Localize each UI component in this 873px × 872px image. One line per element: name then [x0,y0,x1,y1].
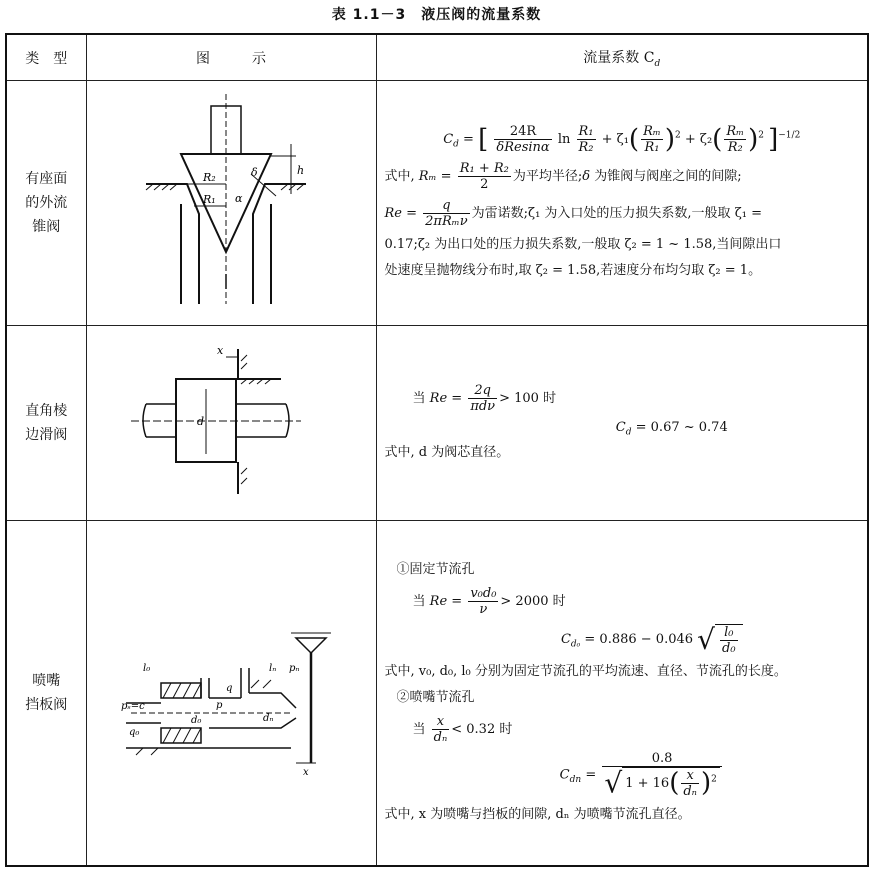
svg-text:l₀: l₀ [143,663,151,675]
header-row [6,34,868,81]
svg-text:x: x [303,767,309,779]
svg-text:α: α [235,191,243,205]
svg-text:pₙ: pₙ [289,663,300,675]
table-row [6,521,868,866]
svg-text:R₂: R₂ [203,170,216,184]
table-row [6,81,868,326]
nozzle-flapper-diagram [91,523,371,858]
spool-valve-description: 当 Re = $\frac{2q}{\text{πdν}}$ > 100 时 $C_d = 0.67$ ~ 0.74 式中, d 为阀芯直径。 [376,326,868,521]
type-cell: 喷嘴 挡板阀 [6,521,86,866]
header-coef: 流量系数 $C_d$ [376,34,868,81]
svg-text:q: q [226,683,233,695]
svg-text:x: x [217,343,224,357]
svg-text:h: h [297,163,305,177]
nozzle-flapper-figure [86,521,376,866]
svg-text:d₀: d₀ [191,715,202,727]
poppet-valve-diagram [91,84,371,319]
type-cell: 有座面 的外流 锥阀 [6,81,86,326]
header-figure: 图 示 [86,34,376,81]
svg-text:R₁: R₁ [203,192,216,206]
type-cell: 直角棱 边滑阀 [6,326,86,521]
poppet-equation: $C_d$ = [ $\frac{24R}{\text{δResinα}}$ ln $\frac{\text{R₁}}{\text{R₂}}$ + ζ₁( $\frac{\text{Rₘ}}{\text{R₁}}$ )$^2$ + ζ₂( $\frac{\text{Rₘ}}{\text{R₂}}$ )$^2$ ]$^{-1/2}$ [443,123,801,155]
spool-valve-figure [86,326,376,521]
svg-text:lₙ: lₙ [269,663,277,675]
header-type: 类 型 [6,34,86,81]
svg-text:p: p [216,700,223,712]
svg-text:d: d [197,414,205,428]
page-title: 表 1.1－3 液压阀的流量系数 [331,7,542,23]
svg-text:pₛ=c: pₛ=c [121,701,145,713]
table-row [6,326,868,521]
svg-text:q₀: q₀ [129,727,140,739]
spool-valve-diagram [91,329,371,514]
poppet-valve-description: $C_d$ = [ $\frac{24R}{\text{δResinα}}$ ln $\frac{\text{R₁}}{\text{R₂}}$ + ζ₁( $\frac{\text{Rₘ}}{\text{R₁}}$ )$^2$ + ζ₂( $\frac{\text{Rₘ}}{\text{R₂}}$ )$^2$ ]$^{-1/2}$ 式中, Rₘ = $\frac{\text{R₁ + R₂}}{2}$ 为平均半径;δ 为锥阀与阀座之间的间隙; Re = $\frac{q}{\text{2πRₘν}}$ 为雷诺数;ζ₁ 为入口处的压力损失系数,一般取 ζ₁ = 0.17;ζ₂ 为出口处的压力损失系数,一般取 ζ₂ = 1 ~ 1.58,当间隙出口 处速度呈抛物线分布时,取 ζ₂ = 1.58,若速度分布均匀取 ζ₂ = 1。 [376,81,868,326]
nozzle-flapper-description: ①固定节流孔 当 Re = $\frac{\text{v₀d₀}}{\nu}$ > 2000 时 $C_{d_0} = 0.886 - 0.046$ √ $\frac{\text{l₀}}{\text{d₀}}$ 式中, v₀, d₀, l₀ 分别为固定节流孔的平均流速、直径、节流孔的长度。 ②喷嘴节流孔 当 $\frac{x}{\text{dₙ}}$ < 0.32 时 $C_{dn}$ = 0.8 √ 1 + 16( $\frac{x}{\text{dₙ}}$ )$^2$ 式中, x 为喷嘴与挡板的间隙, dₙ 为喷嘴节流孔直径。 [376,521,868,866]
flow-coefficient-table [5,33,869,867]
svg-text:dₙ: dₙ [263,713,274,725]
svg-text:δ: δ [251,165,258,179]
poppet-valve-figure [86,81,376,326]
